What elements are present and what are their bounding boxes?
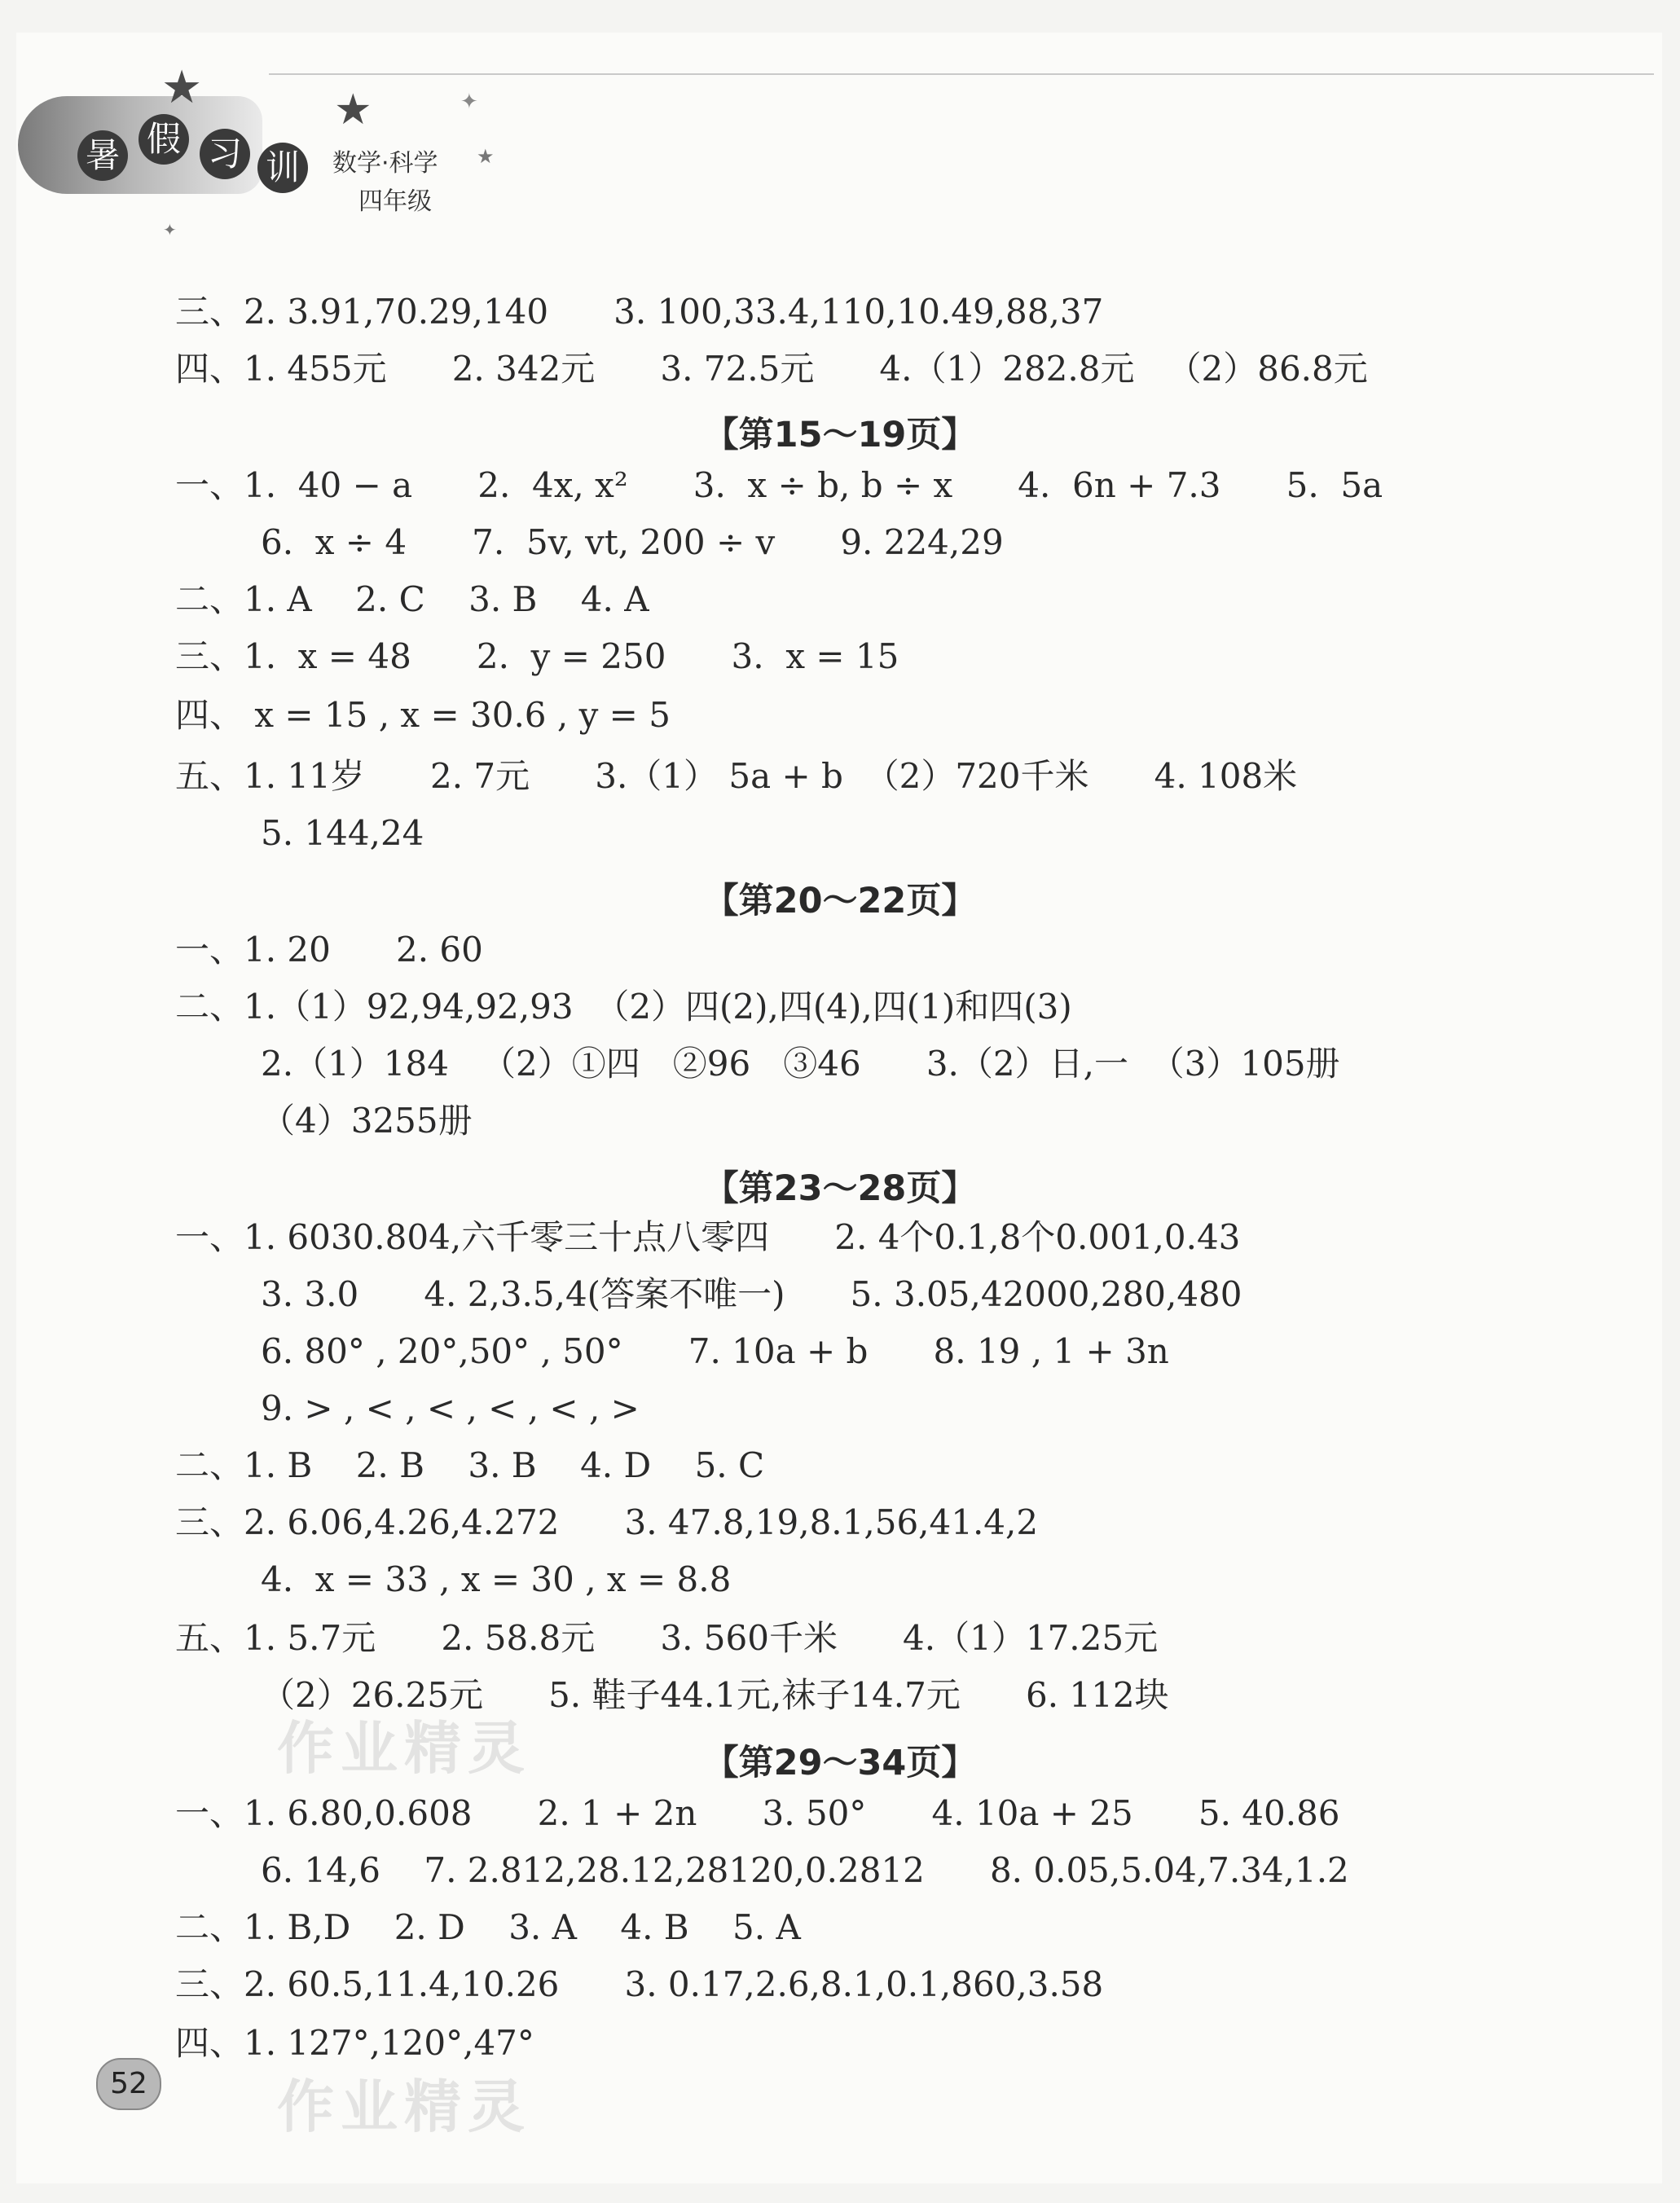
answer-line: 6. x ÷ 4 7. 5v, vt, 200 ÷ v 9. 224,29 — [261, 522, 1004, 562]
watermark: 作业精灵 — [277, 1715, 531, 1782]
answer-line: 三、1. x = 48 2. y = 250 3. x = 15 — [175, 636, 899, 676]
section-heading: 【第20～22页】 — [703, 881, 977, 921]
star-icon: ★ — [161, 61, 203, 114]
answer-line: 2.（1）184 （2）①四 ②96 ③46 3.（2）日,一 （3）105册 — [261, 1044, 1340, 1084]
star-icon: ★ — [334, 86, 372, 134]
grade-label: 四年级 — [358, 187, 432, 216]
answer-line: 二、1. B 2. B 3. B 4. D 5. C — [175, 1445, 765, 1485]
answer-line: 一、1. 6030.804,六千零三十点八零四 2. 4个0.1,8个0.001,0.43 — [175, 1217, 1241, 1257]
section-heading: 【第29～34页】 — [703, 1743, 977, 1783]
answer-line: 三、2. 6.06,4.26,4.272 3. 47.8,19,8.1,56,41.4,2 — [175, 1502, 1039, 1542]
answer-line: 二、1.（1）92,94,92,93 （2）四(2),四(4),四(1)和四(3) — [175, 987, 1072, 1027]
top-rule — [269, 73, 1654, 75]
star-icon: ✦ — [460, 90, 478, 114]
answer-line: 三、2. 60.5,11.4,10.26 3. 0.17,2.6,8.1,0.1,860,3.58 — [175, 1964, 1104, 2004]
answer-line: 5. 144,24 — [261, 813, 424, 853]
answer-line: 二、1. A 2. C 3. B 4. A — [175, 579, 649, 619]
answer-line: 五、1. 5.7元 2. 58.8元 3. 560千米 4.（1）17.25元 — [175, 1618, 1159, 1658]
watermark: 作业精灵 — [277, 2073, 531, 2140]
answer-line: 四、1. 127°,120°,47° — [175, 2023, 534, 2063]
subject-label: 数学·科学 — [332, 149, 438, 178]
answer-line: 9. > , < , < , < , < , > — [261, 1388, 640, 1428]
star-icon: ★ — [477, 145, 495, 168]
brand-char-3: 习 — [200, 129, 250, 179]
answer-line: 一、1. 6.80,0.608 2. 1 + 2n 3. 50° 4. 10a + 25 5. 40.86 — [175, 1793, 1340, 1833]
answer-line: （4）3255册 — [261, 1101, 473, 1141]
answer-line: 一、1. 40 − a 2. 4x, x² 3. x ÷ b, b ÷ x 4. 6n + 7.3 5. 5a — [175, 465, 1383, 505]
section-heading: 【第15～19页】 — [703, 415, 977, 455]
answer-line: 四、1. 455元 2. 342元 3. 72.5元 4.（1）282.8元 （2）86.8元 — [175, 349, 1368, 389]
section-heading: 【第23～28页】 — [703, 1168, 977, 1209]
answer-line: 4. x = 33 , x = 30 , x = 8.8 — [261, 1559, 732, 1599]
star-icon: ✦ — [163, 220, 177, 240]
answer-line: 二、1. B,D 2. D 3. A 4. B 5. A — [175, 1907, 801, 1947]
page-number: 52 — [96, 2058, 161, 2110]
answer-line: 6. 14,6 7. 2.812,28.12,28120,0.2812 8. 0.05,5.04,7.34,1.2 — [261, 1850, 1349, 1890]
brand-char-1: 暑 — [77, 130, 128, 181]
brand-char-4: 训 — [257, 143, 308, 193]
answer-line: 一、1. 20 2. 60 — [175, 930, 483, 970]
answer-line: 四、 x = 15 , x = 30.6 , y = 5 — [175, 695, 671, 735]
answer-line: 五、1. 11岁 2. 7元 3.（1） 5a + b （2）720千米 4. 108米 — [175, 756, 1298, 796]
answer-line: 3. 3.0 4. 2,3.5,4(答案不唯一) 5. 3.05,42000,280,480 — [261, 1274, 1242, 1314]
answer-line: 三、2. 3.91,70.29,140 3. 100,33.4,110,10.49,88,37 — [175, 292, 1104, 332]
answer-line: 6. 80° , 20°,50° , 50° 7. 10a + b 8. 19 , 1 + 3n — [261, 1331, 1169, 1371]
brand-char-2: 假 — [139, 114, 189, 165]
answer-line: （2）26.25元 5. 鞋子44.1元,袜子14.7元 6. 112块 — [261, 1675, 1169, 1715]
